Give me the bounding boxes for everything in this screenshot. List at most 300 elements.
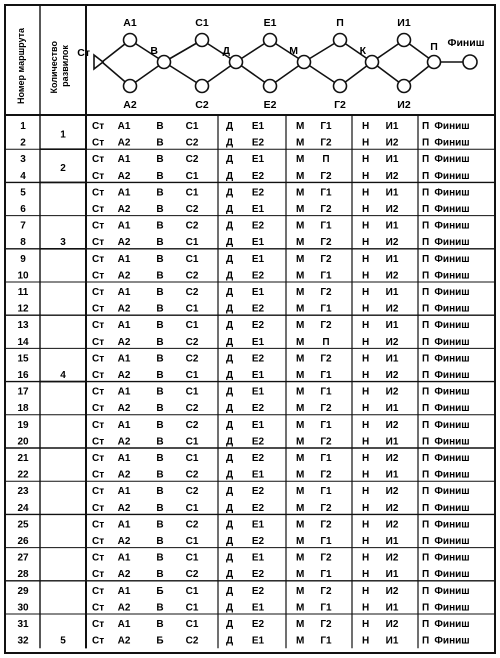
- route-cell: С1: [185, 170, 199, 182]
- route-cell: Ст: [92, 635, 105, 647]
- diagram-node-i1: [398, 34, 411, 47]
- route-cell: А2: [117, 602, 131, 614]
- finish-cell: Финиш: [434, 336, 470, 348]
- route-cell: А1: [117, 552, 131, 564]
- route-cell: Д: [226, 585, 234, 597]
- route-cell: Н: [362, 237, 370, 249]
- route-cell: М: [296, 170, 305, 182]
- finish-cell: Финиш: [434, 519, 470, 531]
- route-cell: А1: [117, 453, 131, 464]
- route-cell: Е1: [251, 237, 265, 249]
- route-cell: В: [156, 287, 164, 298]
- route-cell: Е2: [251, 137, 265, 149]
- route-table-sheet: [4, 4, 496, 654]
- route-cell: М: [296, 386, 305, 398]
- route-cell: Н: [362, 519, 370, 531]
- route-cell: Д: [226, 635, 234, 647]
- route-cell: Н: [362, 154, 370, 166]
- route-cell: С2: [185, 154, 199, 166]
- route-cell: В: [156, 336, 164, 348]
- route-cell: Е1: [251, 519, 265, 531]
- diagram-node-c1: [196, 34, 209, 47]
- finish-cell: Финиш: [434, 303, 470, 315]
- route-cell: И2: [385, 204, 399, 215]
- route-cell: Г2: [320, 287, 332, 298]
- finish-cell: Финиш: [434, 502, 470, 514]
- route-cell: Н: [362, 436, 370, 448]
- route-cell: И2: [385, 370, 399, 381]
- route-cell: М: [296, 585, 305, 597]
- diagram-node-e2: [264, 80, 277, 93]
- route-cell: Д: [226, 154, 234, 166]
- finish-cell: Финиш: [434, 585, 470, 597]
- route-cell: Г1: [320, 486, 332, 498]
- route-cell: П: [422, 552, 430, 564]
- route-cell: Н: [362, 220, 370, 232]
- finish-cell: Финиш: [434, 220, 470, 232]
- route-cell: Ст: [92, 170, 105, 182]
- route-cell: А2: [117, 204, 131, 215]
- route-cell: П: [422, 320, 430, 332]
- route-cell: Д: [226, 419, 234, 431]
- diagram-label-p: П: [430, 41, 438, 53]
- route-cell: Ст: [92, 519, 105, 531]
- route-cell: Н: [362, 137, 370, 149]
- route-cell: Ст: [92, 536, 105, 547]
- route-cell: Г1: [320, 635, 332, 647]
- route-cell: Д: [226, 486, 234, 498]
- route-cell: П: [422, 336, 430, 348]
- route-cell: Д: [226, 336, 234, 348]
- route-cell: А1: [117, 519, 131, 531]
- finish-cell: Финиш: [434, 370, 470, 381]
- route-cell: Д: [226, 137, 234, 149]
- route-cell: Ст: [92, 602, 105, 614]
- route-number: 28: [17, 569, 29, 581]
- route-cell: Г2: [320, 237, 332, 249]
- route-cell: В: [156, 320, 164, 332]
- route-cell: Д: [226, 270, 234, 282]
- route-cell: А2: [117, 502, 131, 514]
- route-cell: М: [296, 137, 305, 149]
- route-cell: П: [422, 519, 430, 531]
- route-cell: В: [156, 552, 164, 564]
- route-cell: П: [422, 585, 430, 597]
- route-cell: Ст: [92, 419, 105, 431]
- table-row: [20, 154, 469, 165]
- route-cell: Г1: [320, 220, 332, 232]
- route-cell: Г1: [320, 569, 332, 581]
- route-number: 16: [17, 370, 29, 381]
- route-cell: М: [296, 121, 305, 132]
- route-cell: Н: [362, 204, 370, 215]
- route-cell: Д: [226, 552, 234, 564]
- route-cell: Г1: [320, 270, 332, 282]
- route-cell: М: [296, 370, 305, 381]
- route-cell: И2: [385, 486, 399, 498]
- route-cell: Н: [362, 287, 370, 298]
- route-cell: Н: [362, 453, 370, 464]
- branch-count: 2: [60, 162, 66, 174]
- route-cell: С1: [185, 386, 199, 398]
- route-number: 10: [17, 270, 29, 282]
- finish-cell: Финиш: [434, 154, 470, 166]
- route-cell: Ст: [92, 569, 105, 581]
- route-cell: Д: [226, 436, 234, 448]
- route-cell: Н: [362, 270, 370, 282]
- route-cell: Д: [226, 253, 234, 265]
- route-cell: А1: [117, 353, 131, 365]
- route-number: 32: [17, 635, 29, 647]
- route-cell: С2: [185, 419, 199, 431]
- route-cell: И1: [385, 320, 399, 332]
- route-cell: В: [156, 220, 164, 232]
- route-cell: И1: [385, 403, 399, 415]
- route-cell: М: [296, 187, 305, 199]
- route-cell: Г2: [320, 320, 332, 332]
- route-number: 19: [17, 419, 29, 431]
- route-cell: М: [296, 303, 305, 315]
- route-cell: А1: [117, 619, 131, 630]
- route-cell: Г2: [320, 519, 332, 531]
- route-cell: В: [156, 137, 164, 149]
- route-cell: В: [156, 121, 164, 132]
- route-cell: М: [296, 320, 305, 332]
- route-cell: Н: [362, 419, 370, 431]
- route-number: 5: [20, 187, 26, 199]
- route-cell: В: [156, 502, 164, 514]
- route-cell: Н: [362, 121, 370, 132]
- route-cell: Е2: [251, 303, 265, 315]
- route-cell: П: [422, 536, 430, 547]
- route-cell: Д: [226, 237, 234, 249]
- route-cell: Ст: [92, 220, 105, 232]
- route-cell: П: [422, 486, 430, 498]
- route-cell: И2: [385, 419, 399, 431]
- diagram-node-d: [230, 56, 243, 69]
- route-cell: Е2: [251, 585, 265, 597]
- route-cell: Ст: [92, 469, 105, 481]
- route-cell: А2: [117, 536, 131, 547]
- branch-count-header-line1: Количество: [49, 41, 59, 94]
- finish-cell: Финиш: [434, 121, 470, 132]
- route-cell: П: [422, 253, 430, 265]
- finish-cell: Финиш: [434, 270, 470, 282]
- finish-cell: Финиш: [434, 419, 470, 431]
- route-cell: Д: [226, 320, 234, 332]
- route-cell: Н: [362, 303, 370, 315]
- route-cell: П: [422, 619, 430, 630]
- route-cell: С2: [185, 353, 199, 365]
- route-cell: А1: [117, 121, 131, 132]
- branch-count-header-line2: развилок: [60, 45, 70, 87]
- table-row: [20, 254, 469, 265]
- route-cell: Н: [362, 386, 370, 398]
- route-cell: В: [156, 204, 164, 215]
- route-cell: С2: [185, 519, 199, 531]
- diagram-label-i1: И1: [397, 17, 411, 29]
- route-number: 22: [17, 469, 29, 481]
- route-cell: Е1: [251, 253, 265, 265]
- diagram-node-b: [158, 56, 171, 69]
- route-cell: Е1: [251, 336, 265, 348]
- route-cell: М: [296, 436, 305, 448]
- route-cell: М: [296, 469, 305, 481]
- finish-cell: Финиш: [434, 253, 470, 265]
- route-cell: Е1: [251, 602, 265, 614]
- route-cell: С1: [185, 602, 199, 614]
- route-cell: Д: [226, 469, 234, 481]
- route-cell: И2: [385, 237, 399, 249]
- route-number: 23: [17, 486, 29, 498]
- route-cell: Г1: [320, 370, 332, 381]
- route-cell: П: [422, 453, 430, 464]
- route-cell: С2: [185, 287, 199, 298]
- route-cell: М: [296, 403, 305, 415]
- diagram-label-i2: И2: [397, 99, 411, 111]
- route-cell: П: [322, 336, 330, 348]
- route-cell: В: [156, 353, 164, 365]
- route-cell: Д: [226, 121, 234, 132]
- route-cell: Н: [362, 585, 370, 597]
- route-cell: Е1: [251, 370, 265, 381]
- route-cell: Ст: [92, 270, 105, 282]
- route-cell: Н: [362, 370, 370, 381]
- route-cell: М: [296, 419, 305, 431]
- route-number: 3: [20, 154, 26, 166]
- route-cell: Д: [226, 619, 234, 630]
- route-cell: И1: [385, 287, 399, 298]
- route-cell: Д: [226, 204, 234, 215]
- route-table: [6, 6, 498, 656]
- route-cell: И2: [385, 170, 399, 182]
- route-cell: И1: [385, 121, 399, 132]
- route-cell: Ст: [92, 552, 105, 564]
- route-number: 25: [17, 519, 29, 531]
- route-cell: Ст: [92, 486, 105, 498]
- route-cell: Г1: [320, 602, 332, 614]
- route-cell: В: [156, 403, 164, 415]
- route-cell: Е1: [251, 287, 265, 298]
- route-cell: Ст: [92, 237, 105, 249]
- route-cell: Е2: [251, 536, 265, 547]
- route-cell: П: [422, 237, 430, 249]
- route-cell: В: [156, 436, 164, 448]
- diagram-node-a1: [124, 34, 137, 47]
- route-cell: П: [422, 403, 430, 415]
- route-cell: П: [422, 220, 430, 232]
- route-cell: Д: [226, 303, 234, 315]
- route-cell: И2: [385, 137, 399, 149]
- branch-count: 5: [60, 635, 66, 647]
- route-cell: В: [156, 154, 164, 166]
- table-row: [20, 221, 469, 232]
- route-cell: Е1: [251, 419, 265, 431]
- route-number: 1: [20, 121, 26, 132]
- route-cell: А1: [117, 287, 131, 298]
- route-cell: В: [156, 370, 164, 381]
- route-cell: П: [422, 370, 430, 381]
- finish-cell: Финиш: [434, 403, 470, 415]
- route-cell: М: [296, 287, 305, 298]
- route-cell: Ст: [92, 137, 105, 149]
- route-cell: М: [296, 270, 305, 282]
- route-cell: В: [156, 170, 164, 182]
- route-cell: В: [156, 536, 164, 547]
- route-cell: Н: [362, 552, 370, 564]
- route-cell: Е2: [251, 220, 265, 232]
- route-cell: С1: [185, 303, 199, 315]
- finish-cell: Финиш: [434, 486, 470, 498]
- route-cell: Г1: [320, 187, 332, 199]
- route-cell: Ст: [92, 320, 105, 332]
- route-cell: М: [296, 353, 305, 365]
- route-cell: Ст: [92, 121, 105, 132]
- route-cell: Ст: [92, 386, 105, 398]
- diagram-label-e1: Е1: [263, 17, 277, 29]
- finish-cell: Финиш: [434, 552, 470, 564]
- route-cell: Ст: [92, 502, 105, 514]
- diagram-label-start: Ст: [77, 47, 90, 59]
- route-cell: Г2: [320, 469, 332, 481]
- route-cell: Е1: [251, 204, 265, 215]
- route-cell: В: [156, 303, 164, 315]
- route-cell: Г2: [320, 353, 332, 365]
- route-cell: М: [296, 635, 305, 647]
- route-cell: Г1: [320, 303, 332, 315]
- route-cell: И2: [385, 270, 399, 282]
- route-number: 7: [20, 220, 26, 232]
- route-number: 12: [17, 303, 29, 315]
- route-cell: Д: [226, 502, 234, 514]
- route-cell: С2: [185, 220, 199, 232]
- route-cell: В: [156, 253, 164, 265]
- route-cell: Г1: [320, 419, 332, 431]
- route-cell: П: [422, 635, 430, 647]
- route-number: 9: [20, 253, 26, 265]
- branch-count-header: [49, 39, 70, 94]
- route-cell: Г2: [320, 585, 332, 597]
- route-cell: Е1: [251, 635, 265, 647]
- route-cell: С2: [185, 635, 199, 647]
- route-cell: Д: [226, 536, 234, 547]
- route-cell: С1: [185, 237, 199, 249]
- route-cell: А2: [117, 469, 131, 481]
- diagram-label-d: Д: [222, 45, 230, 57]
- route-cell: А1: [117, 154, 131, 166]
- route-cell: Ст: [92, 204, 105, 215]
- route-cell: В: [156, 237, 164, 249]
- route-cell: Д: [226, 519, 234, 531]
- route-cell: П: [422, 170, 430, 182]
- finish-cell: Финиш: [434, 436, 470, 448]
- route-cell: П: [422, 287, 430, 298]
- route-cell: Н: [362, 403, 370, 415]
- route-cell: Н: [362, 353, 370, 365]
- route-cell: С1: [185, 453, 199, 464]
- route-cell: Г1: [320, 453, 332, 464]
- route-cell: Н: [362, 469, 370, 481]
- route-cell: Е2: [251, 170, 265, 182]
- route-cell: И1: [385, 187, 399, 199]
- route-cell: П: [422, 469, 430, 481]
- route-cell: Ст: [92, 436, 105, 448]
- route-cell: И2: [385, 519, 399, 531]
- route-cell: М: [296, 602, 305, 614]
- route-cell: Г2: [320, 170, 332, 182]
- route-cell: И1: [385, 469, 399, 481]
- route-cell: А2: [117, 303, 131, 315]
- route-cell: А2: [117, 370, 131, 381]
- route-cell: Б: [156, 585, 164, 597]
- finish-cell: Финиш: [434, 619, 470, 630]
- route-cell: Г2: [320, 619, 332, 630]
- route-cell: И2: [385, 585, 399, 597]
- route-cell: И1: [385, 569, 399, 581]
- route-cell: М: [296, 552, 305, 564]
- diagram-node-g2: [334, 80, 347, 93]
- finish-cell: Финиш: [434, 237, 470, 249]
- route-cell: Ст: [92, 619, 105, 630]
- route-cell: И1: [385, 602, 399, 614]
- route-cell: В: [156, 270, 164, 282]
- route-cell: А2: [117, 436, 131, 448]
- route-cell: С1: [185, 253, 199, 265]
- route-cell: Г2: [320, 552, 332, 564]
- route-cell: С1: [185, 619, 199, 630]
- route-cell: Ст: [92, 370, 105, 381]
- diagram-label-e2: Е2: [263, 99, 277, 111]
- route-number: 27: [17, 552, 29, 564]
- finish-cell: Финиш: [434, 204, 470, 215]
- route-cell: С1: [185, 320, 199, 332]
- route-cell: С1: [185, 552, 199, 564]
- route-cell: М: [296, 336, 305, 348]
- route-cell: Н: [362, 253, 370, 265]
- route-number: 20: [17, 436, 29, 448]
- route-cell: И1: [385, 536, 399, 547]
- route-cell: Е2: [251, 353, 265, 365]
- route-cell: А1: [117, 220, 131, 232]
- route-cell: Е2: [251, 453, 265, 464]
- route-cell: С2: [185, 204, 199, 215]
- route-cell: И1: [385, 253, 399, 265]
- route-cell: Д: [226, 170, 234, 182]
- route-cell: Е2: [251, 502, 265, 514]
- diagram-label-a2: А2: [123, 99, 137, 111]
- route-cell: П: [422, 204, 430, 215]
- route-cell: М: [296, 220, 305, 232]
- route-number: 11: [17, 287, 29, 298]
- diagram-node-k: [366, 56, 379, 69]
- route-cell: Г1: [320, 121, 332, 132]
- finish-cell: Финиш: [434, 137, 470, 149]
- finish-cell: Финиш: [434, 386, 470, 398]
- route-cell: С2: [185, 569, 199, 581]
- route-cell: П: [422, 602, 430, 614]
- route-number: 14: [17, 336, 29, 348]
- route-cell: Е2: [251, 486, 265, 498]
- route-number: 31: [17, 619, 29, 630]
- route-cell: А1: [117, 419, 131, 431]
- route-cell: С1: [185, 436, 199, 448]
- finish-cell: Финиш: [434, 635, 470, 647]
- route-cell: А2: [117, 270, 131, 282]
- route-diagram: [77, 17, 484, 111]
- route-cell: С2: [185, 270, 199, 282]
- route-cell: П: [422, 436, 430, 448]
- table-row: [20, 237, 469, 248]
